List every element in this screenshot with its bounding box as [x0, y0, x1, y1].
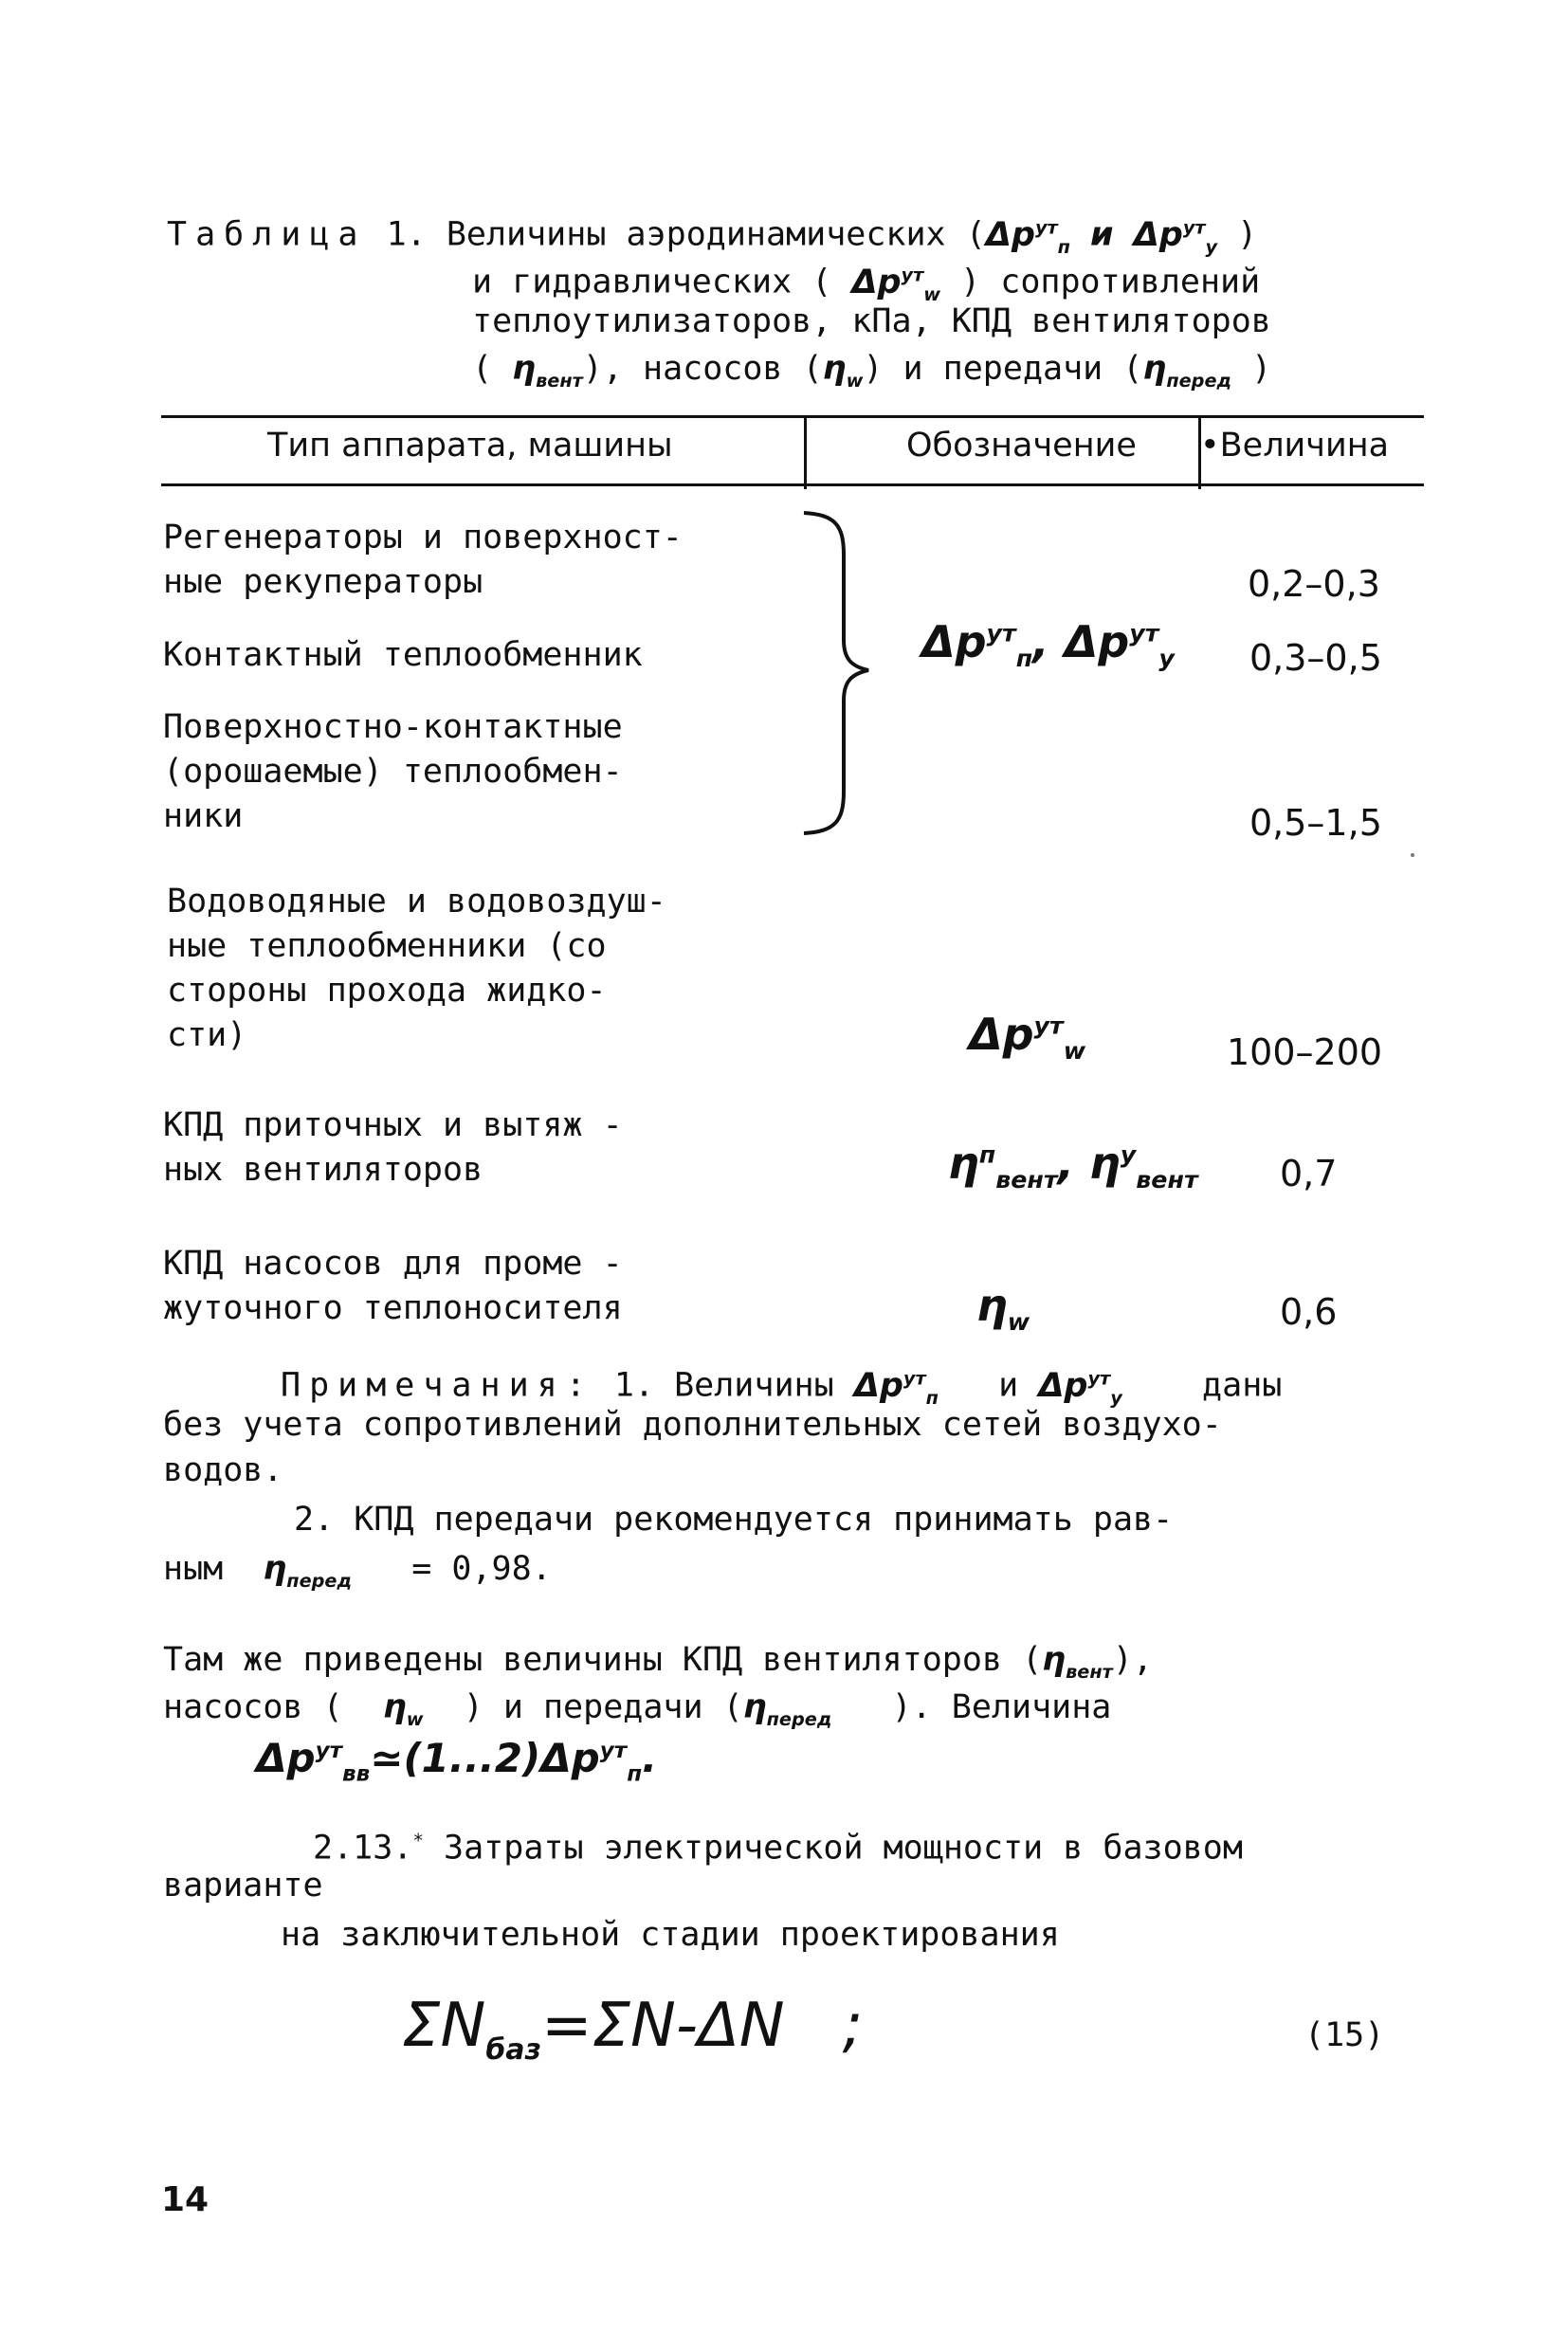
column-header-type: Тип аппарата, машины	[267, 427, 673, 465]
header-divider	[804, 417, 807, 489]
row-label-water-exchangers: Водоводяные и водовоздуш- ные теплообменники (со стороны прохода жидко- сти)	[167, 883, 666, 1054]
row-label-pumps: КПД насосов для проме - жуточного теплоносителя	[163, 1245, 623, 1327]
eta-symbol: $\eta_{вент}$	[512, 350, 583, 392]
delta-p-symbol: $\Delta p^{ут}_у$	[1038, 1366, 1122, 1409]
row-value-regenerators: 0,2–0,3	[1248, 563, 1380, 605]
row-value-fans: 0,7	[1280, 1153, 1338, 1194]
symbol-delta-p-w: $\Delta p^{ут}_w$	[969, 1009, 1086, 1066]
note-1-line2: без учета сопротивлений дополнительных сетей воздухо-	[163, 1406, 1222, 1444]
eta-symbol: $\eta_w$	[822, 350, 864, 392]
section-2-13-line1: 2.13.* Затраты электрической мощности в базовом	[313, 1829, 1243, 1868]
caption-text: ) и передачи (	[863, 350, 1143, 388]
note-2-line2: ным $\eta_{перед}$ = 0,98.	[163, 1550, 552, 1592]
column-header-symbol: Обозначение	[906, 427, 1137, 465]
notes-title: Примечания:	[281, 1366, 594, 1405]
table-caption-line3: теплоутилизаторов, кПа, КПД вентиляторов	[472, 302, 1271, 340]
delta-p-symbol: $\Delta p^{ут}_п$	[985, 215, 1070, 258]
row-value-surface-contact: 0,5–1,5	[1249, 802, 1382, 844]
symbol-eta-fans: $\eta^п_{вент}$, $\eta^у_{вент}$	[948, 1138, 1198, 1194]
row-label-fans: КПД приточных и вытяж - ных вентиляторов	[163, 1106, 623, 1189]
delta-p-symbol: $\Delta p^{ут}_w$	[851, 263, 941, 305]
note-2-line1: 2. КПД передачи рекомендуется принимать рав-	[294, 1501, 1174, 1539]
column-header-value: •Величина	[1200, 427, 1390, 465]
symbol-delta-p-group: $\Delta p^{ут}_п$, $\Delta p^{ут}_у$	[921, 616, 1175, 673]
caption-and: и	[1090, 215, 1114, 254]
page-number: 14	[161, 2180, 210, 2219]
margin-dot	[1411, 853, 1414, 857]
paragraph-line1: Там же приведены величины КПД вентиляторов $(\eta_{вент})$,	[163, 1641, 1153, 1683]
row-label-contact-exchanger: Контактный теплообменник	[163, 636, 643, 674]
table-top-rule	[161, 415, 1424, 418]
eta-symbol: $\eta_{вент}$	[1042, 1641, 1113, 1683]
caption-text: и гидравлических (	[472, 263, 832, 301]
delta-p-symbol: $\Delta p^{ут}_п$	[853, 1366, 939, 1409]
formula-15: $\Sigma N_{баз}=\Sigma N-\Delta N$ ;	[402, 1991, 864, 2067]
eta-symbol: $\eta_{перед}$	[1142, 350, 1232, 392]
delta-p-symbol: $\Delta p^{ут}_у$	[1133, 215, 1218, 258]
eta-symbol: $\eta_{перед}$	[263, 1550, 353, 1592]
paragraph-line2: насосов ( $\eta_w$ ) и передачи ($\eta_{перед}$ ). Величина	[163, 1688, 1112, 1730]
table-caption-number: 1.	[386, 215, 427, 254]
caption-text: )	[1237, 215, 1258, 254]
row-value-contact-exchanger: 0,3–0,5	[1249, 637, 1382, 679]
section-2-13-line3: на заключительной стадии проектирования	[281, 1916, 1060, 1954]
symbol-eta-w: $\eta_w$	[976, 1280, 1030, 1337]
caption-text: )	[1251, 350, 1272, 388]
table-header-rule	[161, 483, 1424, 486]
table-caption-line4	[472, 347, 1271, 403]
curly-brace-icon	[796, 507, 872, 839]
row-label-regenerators: Регенераторы и поверхност- ные рекуператоры	[163, 519, 683, 601]
table-caption-label: Таблица	[167, 215, 367, 254]
row-label-surface-contact: Поверхностно-контактные (орошаемые) теплообмен- ники	[163, 708, 623, 835]
caption-text: ), насосов (	[582, 350, 823, 388]
formula-number: (15)	[1304, 2016, 1385, 2054]
caption-text: (	[472, 350, 493, 388]
note-1-line1: Примечания: 1. Величины $\Delta p^{ут}_п$ и $\Delta p^{ут}_у$ даны	[281, 1366, 1283, 1409]
caption-text: ) сопротивлений	[960, 263, 1261, 301]
equation-delta-p: $\Delta p^{ут}_{вв}≃(1...2)\Delta p^{ут}_п$.	[256, 1735, 658, 1787]
section-number: 2.13.	[313, 1829, 413, 1868]
section-2-13-line2: варианте	[163, 1867, 323, 1904]
row-value-water-exchangers: 100–200	[1227, 1031, 1383, 1073]
note-1-line3: водов.	[163, 1451, 283, 1489]
row-value-pumps: 0,6	[1280, 1291, 1338, 1333]
eta-symbol: $\eta_{перед}$	[742, 1688, 832, 1730]
caption-text: Величины аэродинамических (	[446, 215, 986, 254]
eta-symbol: $\eta_w$	[382, 1688, 424, 1730]
